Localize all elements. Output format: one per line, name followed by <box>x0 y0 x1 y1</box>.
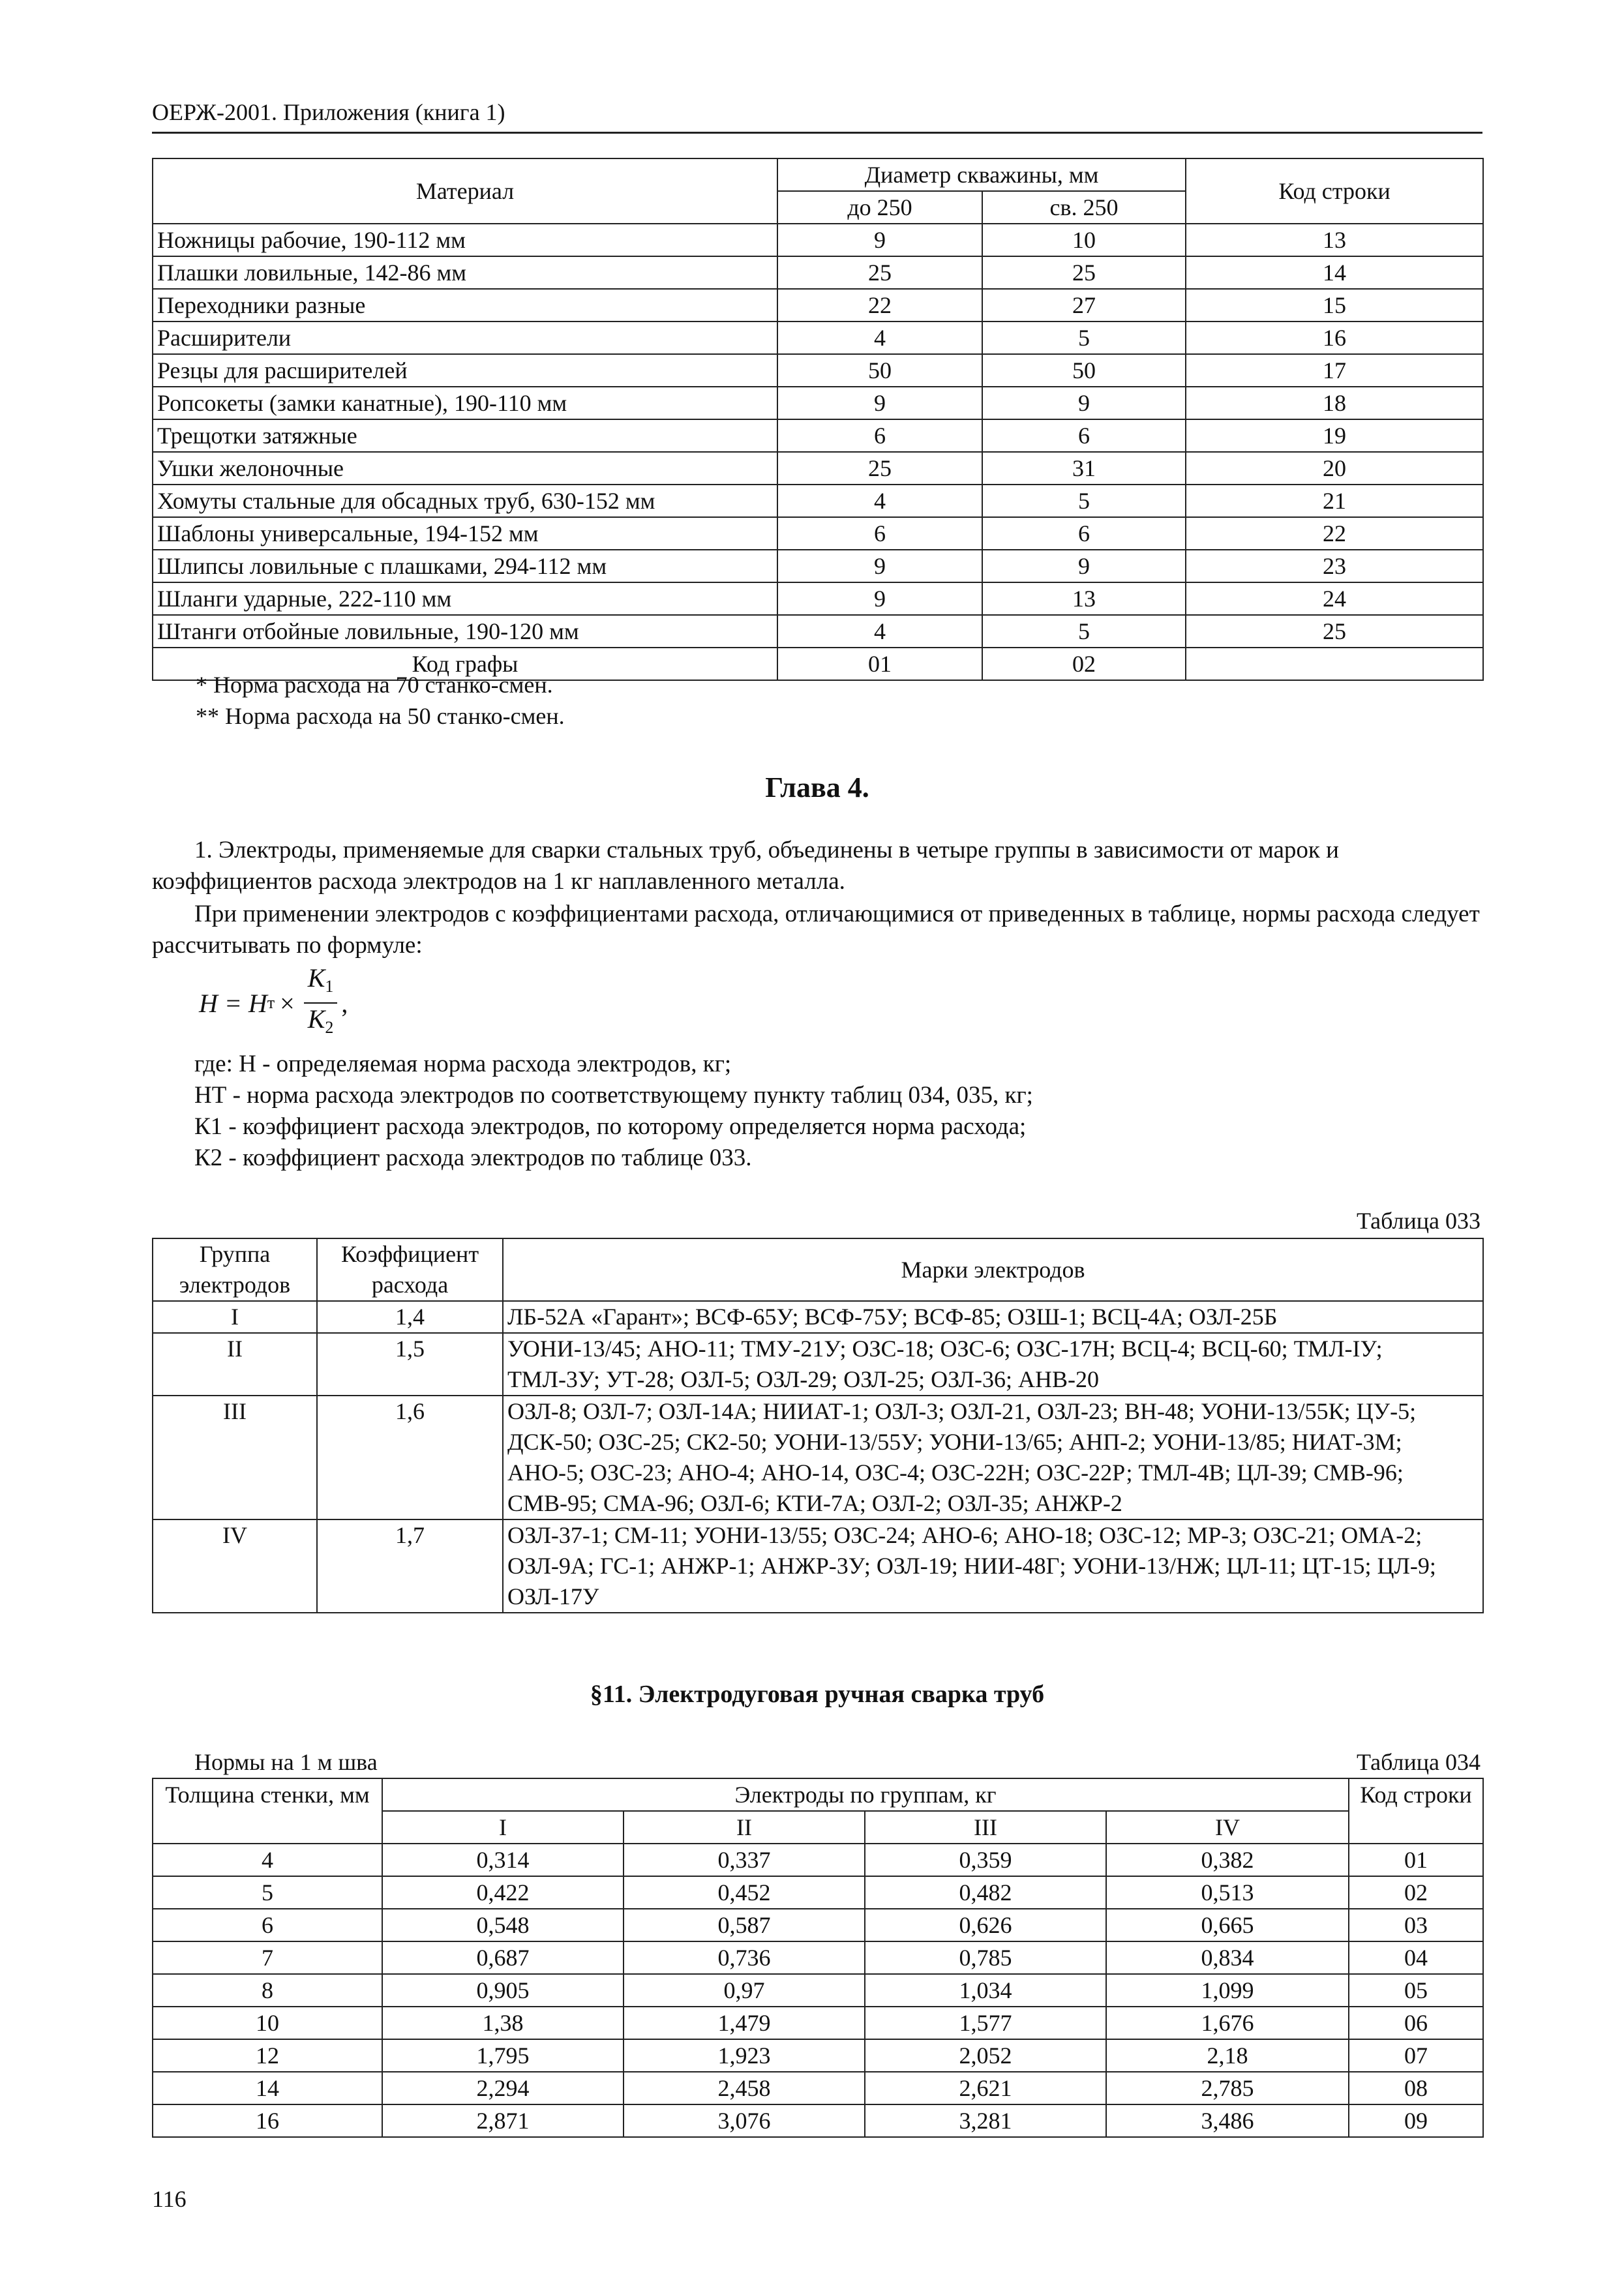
section-title: §11. Электродуговая ручная сварка труб <box>590 1681 1045 1708</box>
table-row <box>153 485 1483 517</box>
value-group-4: 0,665 <box>1106 1909 1349 1941</box>
row-code: 07 <box>1349 2039 1483 2072</box>
chapter-title: Глава 4. <box>765 771 869 803</box>
footnote-2: ** Норма расхода на 50 станко-смен. <box>196 703 565 729</box>
group-brands: ОЗЛ-8; ОЗЛ-7; ОЗЛ-14А; НИИАТ-1; ОЗЛ-3; ОЗЛ-21, ОЗЛ-23; ВН-48; УОНИ-13/55К; ЦУ-5; ДСК-50; ОЗС-25; СК2-50; УОНИ-13/55У; УОНИ-13/65; АНП-2; УОНИ-13/85; НИАТ-3М; АНО-5; ОЗС-23; АНО-4; АНО-14, ОЗС-4; ОЗС-22Н; ОЗС-22Р; ТМЛ-4В; ЦЛ-39; СМВ-96; СМВ-95; СМА-96; ОЗЛ-6; КТИ-7А; ОЗЛ-2; ОЗЛ-35; АНЖР-2 <box>503 1396 1483 1519</box>
row-code: 02 <box>1349 1876 1483 1909</box>
paragraph-1: 1. Электроды, применяемые для сварки стальных труб, объединены в четыре группы в зависимости от марок и коэффициентов расхода электродов на 1 кг наплавленного металла. <box>152 837 1339 895</box>
header-row-code: Код строки <box>1349 1778 1483 1844</box>
row-code: 19 <box>1186 419 1483 452</box>
value-over-250: 6 <box>982 517 1186 550</box>
group-coefficient: 1,6 <box>317 1396 503 1519</box>
header-group-1: I <box>382 1811 624 1844</box>
value-over-250: 5 <box>982 485 1186 517</box>
thickness: 4 <box>153 1844 382 1876</box>
group-number: III <box>153 1396 317 1519</box>
value-group-1: 0,422 <box>382 1876 624 1909</box>
definition-3: К1 - коэффициент расхода электродов, по которому определяется норма расхода; <box>194 1113 1027 1140</box>
group-brands: ОЗЛ-37-1; СМ-11; УОНИ-13/55; ОЗС-24; АНО-6; АНО-18; ОЗС-12; МР-3; ОЗС-21; ОМА-2; ОЗЛ-9А; ГС-1; АНЖР-1; АНЖР-3У; ОЗЛ-19; НИИ-48Г; УОНИ-13/НЖ; ЦЛ-11; ЦТ-15; ЦЛ-9; ОЗЛ-17У <box>503 1519 1483 1613</box>
table-header-row <box>153 1238 1483 1301</box>
formula-times: × <box>280 988 295 1018</box>
material-name: Шланги ударные, 222-110 мм <box>153 582 777 615</box>
table-033-caption: Таблица 033 <box>1357 1208 1481 1234</box>
value-group-1: 0,687 <box>382 1941 624 1974</box>
material-name: Трещотки затяжные <box>153 419 777 452</box>
group-number: II <box>153 1333 317 1396</box>
header-group-4: IV <box>1106 1811 1349 1844</box>
value-group-4: 0,513 <box>1106 1876 1349 1909</box>
table-row <box>153 452 1483 485</box>
table-row <box>153 1844 1483 1876</box>
footnote-1: * Норма расхода на 70 станко-смен. <box>196 672 553 698</box>
row-code: 09 <box>1349 2104 1483 2137</box>
group-coefficient: 1,7 <box>317 1519 503 1613</box>
column-code-label: Код графы <box>153 648 777 680</box>
value-up-to-250: 22 <box>777 289 982 322</box>
material-name: Ропсокеты (замки канатные), 190-110 мм <box>153 387 777 419</box>
group-coefficient: 1,4 <box>317 1301 503 1333</box>
table-row <box>153 1974 1483 2007</box>
material-name: Плашки ловильные, 142-86 мм <box>153 256 777 289</box>
header-group: Группа электродов <box>153 1238 317 1301</box>
table-row <box>153 256 1483 289</box>
value-over-250: 25 <box>982 256 1186 289</box>
value-over-250: 5 <box>982 322 1186 354</box>
value-up-to-250: 9 <box>777 550 982 582</box>
table-row <box>153 1519 1483 1613</box>
formula-tail: , <box>341 988 348 1018</box>
thickness: 14 <box>153 2072 382 2104</box>
value-group-3: 0,482 <box>865 1876 1106 1909</box>
row-code: 03 <box>1349 1909 1483 1941</box>
row-code: 14 <box>1186 256 1483 289</box>
table-row <box>153 550 1483 582</box>
row-code: 24 <box>1186 582 1483 615</box>
value-group-1: 2,871 <box>382 2104 624 2137</box>
value-group-1: 0,905 <box>382 1974 624 2007</box>
row-code: 13 <box>1186 224 1483 256</box>
value-group-3: 2,621 <box>865 2072 1106 2104</box>
thickness: 8 <box>153 1974 382 2007</box>
value-up-to-250: 25 <box>777 256 982 289</box>
definition-2: НТ - норма расхода электродов по соответствующему пункту таблиц 034, 035, кг; <box>194 1082 1033 1109</box>
table-row <box>153 582 1483 615</box>
value-up-to-250: 6 <box>777 517 982 550</box>
thickness: 12 <box>153 2039 382 2072</box>
value-group-3: 2,052 <box>865 2039 1106 2072</box>
value-up-to-250: 25 <box>777 452 982 485</box>
material-name: Хомуты стальные для обсадных труб, 630-152 мм <box>153 485 777 517</box>
value-over-250: 6 <box>982 419 1186 452</box>
value-group-2: 0,97 <box>624 1974 865 2007</box>
table-header-row <box>153 1778 1483 1811</box>
table-row <box>153 354 1483 387</box>
material-name: Переходники разные <box>153 289 777 322</box>
row-code: 20 <box>1186 452 1483 485</box>
column-code-b: 02 <box>982 648 1186 680</box>
value-group-2: 0,452 <box>624 1876 865 1909</box>
value-group-2: 1,923 <box>624 2039 865 2072</box>
row-code: 21 <box>1186 485 1483 517</box>
value-over-250: 50 <box>982 354 1186 387</box>
material-name: Шаблоны универсальные, 194-152 мм <box>153 517 777 550</box>
table-row <box>153 2104 1483 2137</box>
group-coefficient: 1,5 <box>317 1333 503 1396</box>
thickness: 6 <box>153 1909 382 1941</box>
value-group-2: 0,337 <box>624 1844 865 1876</box>
header-over-250: св. 250 <box>982 191 1186 224</box>
header-coefficient: Коэффициент расхода <box>317 1238 503 1301</box>
material-name: Шлипсы ловильные с плашками, 294-112 мм <box>153 550 777 582</box>
thickness: 7 <box>153 1941 382 1974</box>
formula-lhs-sub: т <box>267 993 275 1012</box>
table-row <box>153 419 1483 452</box>
value-group-4: 1,099 <box>1106 1974 1349 2007</box>
header-brands: Марки электродов <box>503 1238 1483 1301</box>
material-name: Резцы для расширителей <box>153 354 777 387</box>
column-code-empty <box>1186 648 1483 680</box>
table-row <box>153 517 1483 550</box>
value-group-4: 0,834 <box>1106 1941 1349 1974</box>
group-number: IV <box>153 1519 317 1613</box>
value-group-3: 0,626 <box>865 1909 1106 1941</box>
value-group-3: 0,359 <box>865 1844 1106 1876</box>
group-brands: ЛБ-52А «Гарант»; ВСФ-65У; ВСФ-75У; ВСФ-85; ОЗШ-1; ВСЦ-4А; ОЗЛ-25Б <box>503 1301 1483 1333</box>
row-code: 08 <box>1349 2072 1483 2104</box>
row-code: 15 <box>1186 289 1483 322</box>
value-group-2: 0,587 <box>624 1909 865 1941</box>
material-name: Ножницы рабочие, 190-112 мм <box>153 224 777 256</box>
header-diameter: Диаметр скважины, мм <box>777 158 1186 191</box>
materials-table <box>152 158 1484 681</box>
value-group-1: 0,314 <box>382 1844 624 1876</box>
table-row <box>153 322 1483 354</box>
value-group-2: 1,479 <box>624 2007 865 2039</box>
page-number: 116 <box>152 2186 187 2212</box>
row-code: 01 <box>1349 1844 1483 1876</box>
value-over-250: 27 <box>982 289 1186 322</box>
row-code: 25 <box>1186 615 1483 648</box>
row-code: 05 <box>1349 1974 1483 2007</box>
formula <box>199 964 348 1042</box>
thickness: 5 <box>153 1876 382 1909</box>
value-group-2: 3,076 <box>624 2104 865 2137</box>
material-name: Ушки желоночные <box>153 452 777 485</box>
value-over-250: 13 <box>982 582 1186 615</box>
value-group-1: 1,38 <box>382 2007 624 2039</box>
definition-1: где: Н - определяемая норма расхода электродов, кг; <box>194 1051 732 1077</box>
value-group-4: 2,18 <box>1106 2039 1349 2072</box>
value-up-to-250: 50 <box>777 354 982 387</box>
value-up-to-250: 9 <box>777 387 982 419</box>
value-up-to-250: 9 <box>777 582 982 615</box>
value-group-4: 0,382 <box>1106 1844 1349 1876</box>
paragraph-2: При применении электродов с коэффициентами расхода, отличающимися от приведенных в таблице, нормы расхода следует рассчитывать по формуле: <box>152 901 1480 959</box>
formula-lhs: H = H <box>199 988 267 1018</box>
electrode-groups-table <box>152 1238 1484 1613</box>
row-code: 17 <box>1186 354 1483 387</box>
material-name: Штанги отбойные ловильные, 190-120 мм <box>153 615 777 648</box>
value-group-1: 0,548 <box>382 1909 624 1941</box>
value-over-250: 9 <box>982 387 1186 419</box>
definition-4: К2 - коэффициент расхода электродов по таблице 033. <box>194 1144 752 1171</box>
value-group-3: 0,785 <box>865 1941 1106 1974</box>
header-thickness: Толщина стенки, мм <box>153 1778 382 1844</box>
value-group-2: 0,736 <box>624 1941 865 1974</box>
value-group-4: 3,486 <box>1106 2104 1349 2137</box>
header-row-code: Код строки <box>1186 158 1483 224</box>
row-code: 23 <box>1186 550 1483 582</box>
value-over-250: 31 <box>982 452 1186 485</box>
value-over-250: 5 <box>982 615 1186 648</box>
table-row <box>153 2072 1483 2104</box>
thickness: 10 <box>153 2007 382 2039</box>
value-group-2: 2,458 <box>624 2072 865 2104</box>
table-row <box>153 1333 1483 1396</box>
value-up-to-250: 4 <box>777 322 982 354</box>
material-name: Расширители <box>153 322 777 354</box>
row-code: 06 <box>1349 2007 1483 2039</box>
table-034-caption: Таблица 034 <box>1357 1749 1481 1775</box>
value-group-4: 1,676 <box>1106 2007 1349 2039</box>
table-row <box>153 2039 1483 2072</box>
value-up-to-250: 4 <box>777 615 982 648</box>
column-code-a: 01 <box>777 648 982 680</box>
group-number: I <box>153 1301 317 1333</box>
value-group-3: 1,577 <box>865 2007 1106 2039</box>
row-code: 04 <box>1349 1941 1483 1974</box>
value-group-4: 2,785 <box>1106 2072 1349 2104</box>
header-up-to-250: до 250 <box>777 191 982 224</box>
table-row <box>153 1876 1483 1909</box>
table-row <box>153 289 1483 322</box>
formula-numerator: $K_1$ <box>304 963 338 1004</box>
header-material: Материал <box>153 158 777 224</box>
table-row <box>153 1909 1483 1941</box>
value-group-3: 1,034 <box>865 1974 1106 2007</box>
value-group-1: 2,294 <box>382 2072 624 2104</box>
row-code: 22 <box>1186 517 1483 550</box>
table-row <box>153 224 1483 256</box>
formula-fraction <box>304 963 338 1043</box>
running-header: ОЕРЖ-2001. Приложения (книга 1) <box>152 98 1482 134</box>
value-up-to-250: 6 <box>777 419 982 452</box>
table-row <box>153 1396 1483 1519</box>
row-code: 18 <box>1186 387 1483 419</box>
table-row <box>153 1301 1483 1333</box>
value-over-250: 10 <box>982 224 1186 256</box>
table-row <box>153 1941 1483 1974</box>
value-up-to-250: 4 <box>777 485 982 517</box>
header-electrodes: Электроды по группам, кг <box>382 1778 1349 1811</box>
table-034-note: Нормы на 1 м шва <box>194 1749 378 1775</box>
value-up-to-250: 9 <box>777 224 982 256</box>
thickness: 16 <box>153 2104 382 2137</box>
table-row <box>153 615 1483 648</box>
welding-norms-table <box>152 1778 1484 2138</box>
value-group-1: 1,795 <box>382 2039 624 2072</box>
table-row <box>153 2007 1483 2039</box>
value-over-250: 9 <box>982 550 1186 582</box>
group-brands: УОНИ-13/45; АНО-11; ТМУ-21У; ОЗС-18; ОЗС-6; ОЗС-17Н; ВСЦ-4; ВСЦ-60; ТМЛ-IУ; ТМЛ-3У; УТ-28; ОЗЛ-5; ОЗЛ-29; ОЗЛ-25; ОЗЛ-36; АНВ-20 <box>503 1333 1483 1396</box>
value-group-3: 3,281 <box>865 2104 1106 2137</box>
formula-denominator: $K_2$ <box>307 1004 334 1037</box>
header-group-2: II <box>624 1811 865 1844</box>
row-code: 16 <box>1186 322 1483 354</box>
header-group-3: III <box>865 1811 1106 1844</box>
table-row <box>153 387 1483 419</box>
